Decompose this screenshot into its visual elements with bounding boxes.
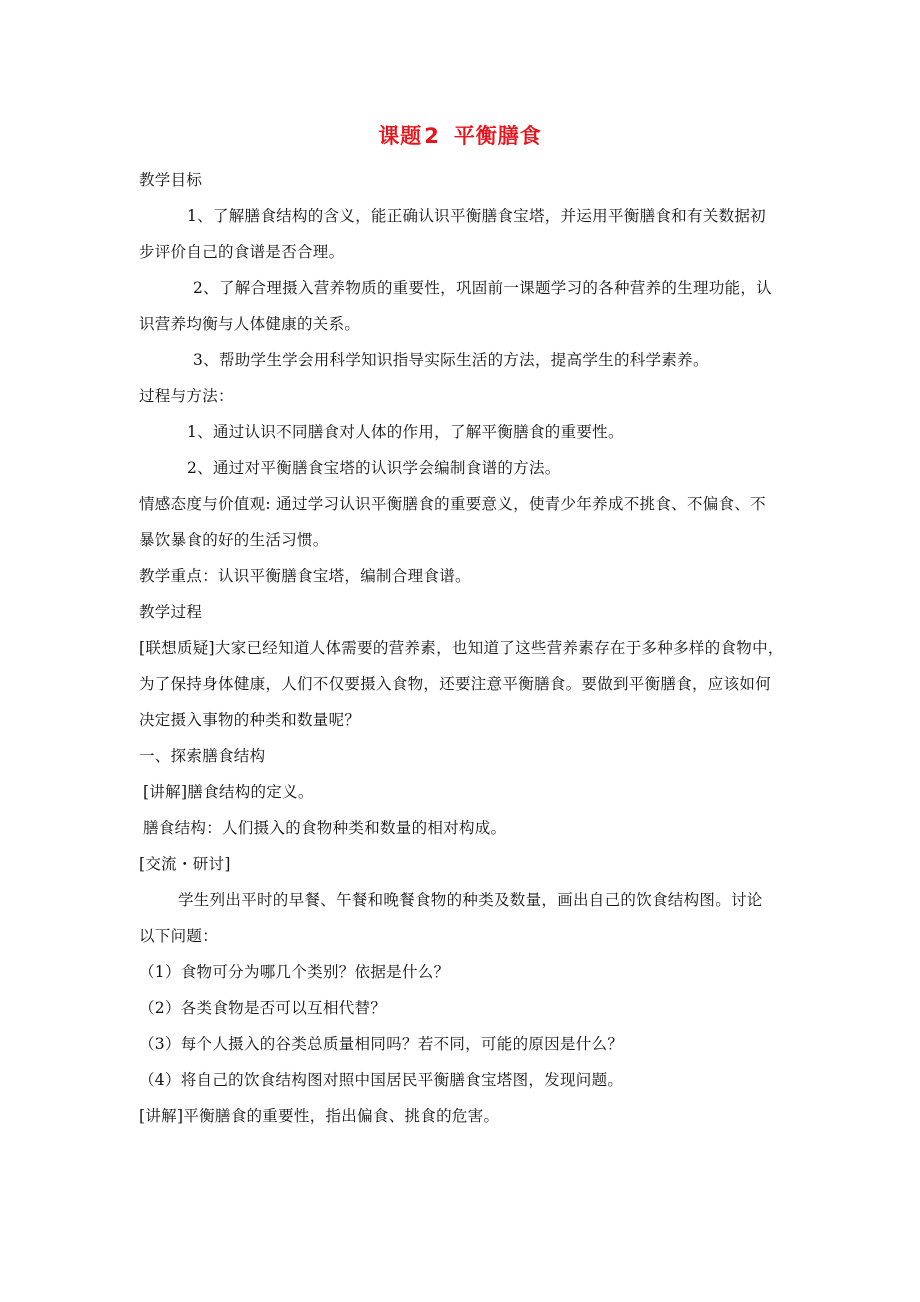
question-3: （3）每个人摄入的谷类总质量相同吗？若不同，可能的原因是什么？ (139, 1035, 624, 1053)
section-heading-methods: 过程与方法： (139, 387, 234, 405)
question-4: （4）将自己的饮食结构图对照中国居民平衡膳食宝塔图，发现问题。 (139, 1071, 624, 1089)
part-one-heading: 一、探索膳食结构 (139, 747, 266, 765)
objective-3: 3、帮助学生学会用科学知识指导实际生活的方法，提高学生的科学素养。 (193, 351, 709, 369)
title-name: 平衡膳食 (453, 124, 542, 148)
section-heading-process: 教学过程 (139, 603, 203, 621)
inquiry-line-2: 为了保持身体健康，人们不仅要摄入食物，还要注意平衡膳食。要做到平衡膳食，应该如何 (139, 675, 772, 693)
objective-1-line-2: 步评价自己的食谱是否合理。 (139, 243, 345, 261)
question-2: （2）各类食物是否可以互相代替？ (139, 999, 387, 1017)
title-prefix: 课题 (378, 124, 423, 148)
method-2: 2、通过对平衡膳食宝塔的认识学会编制食谱的方法。 (187, 459, 561, 477)
section-heading-objectives: 教学目标 (139, 171, 203, 189)
inquiry-line-1: [联想质疑]大家已经知道人体需要的营养素，也知道了这些营养素存在于多种多样的食物中， (139, 639, 784, 657)
inquiry-line-3: 决定摄入事物的种类和数量呢？ (139, 711, 361, 729)
objective-2-line-1: 2、了解合理摄入营养物质的重要性，巩固前一课题学习的各种营养的生理功能，认 (193, 279, 772, 297)
attitude-line-1: 情感态度与价值观: 通过学习认识平衡膳食的重要意义，使青少年养成不挑食、不偏食、不 (139, 495, 766, 513)
definition-text: 膳食结构：人们摄入的食物种类和数量的相对构成。 (143, 819, 507, 837)
lecture-definition: [讲解]膳食结构的定义。 (143, 783, 314, 801)
discussion-line-1: 学生列出平时的早餐、午餐和晚餐食物的种类及数量，画出自己的饮食结构图。讨论 (178, 891, 763, 909)
title-number: 2 (424, 124, 440, 148)
page-title (0, 120, 920, 150)
discussion-heading: [交流・研讨] (139, 855, 231, 873)
method-1: 1、通过认识不同膳食对人体的作用，了解平衡膳食的重要性。 (187, 423, 624, 441)
objective-2-line-2: 识营养均衡与人体健康的关系。 (139, 315, 361, 333)
teaching-focus: 教学重点：认识平衡膳食宝塔，编制合理食谱。 (139, 567, 471, 585)
question-1: （1）食物可分为哪几个类别？依据是什么？ (139, 963, 450, 981)
lecture-importance: [讲解]平衡膳食的重要性，指出偏食、挑食的危害。 (139, 1107, 500, 1125)
discussion-line-2: 以下问题： (139, 927, 219, 945)
attitude-line-2: 暴饮暴食的好的生活习惯。 (139, 531, 329, 549)
objective-1-line-1: 1、了解膳食结构的含义，能正确认识平衡膳食宝塔，并运用平衡膳食和有关数据初 (187, 207, 766, 225)
